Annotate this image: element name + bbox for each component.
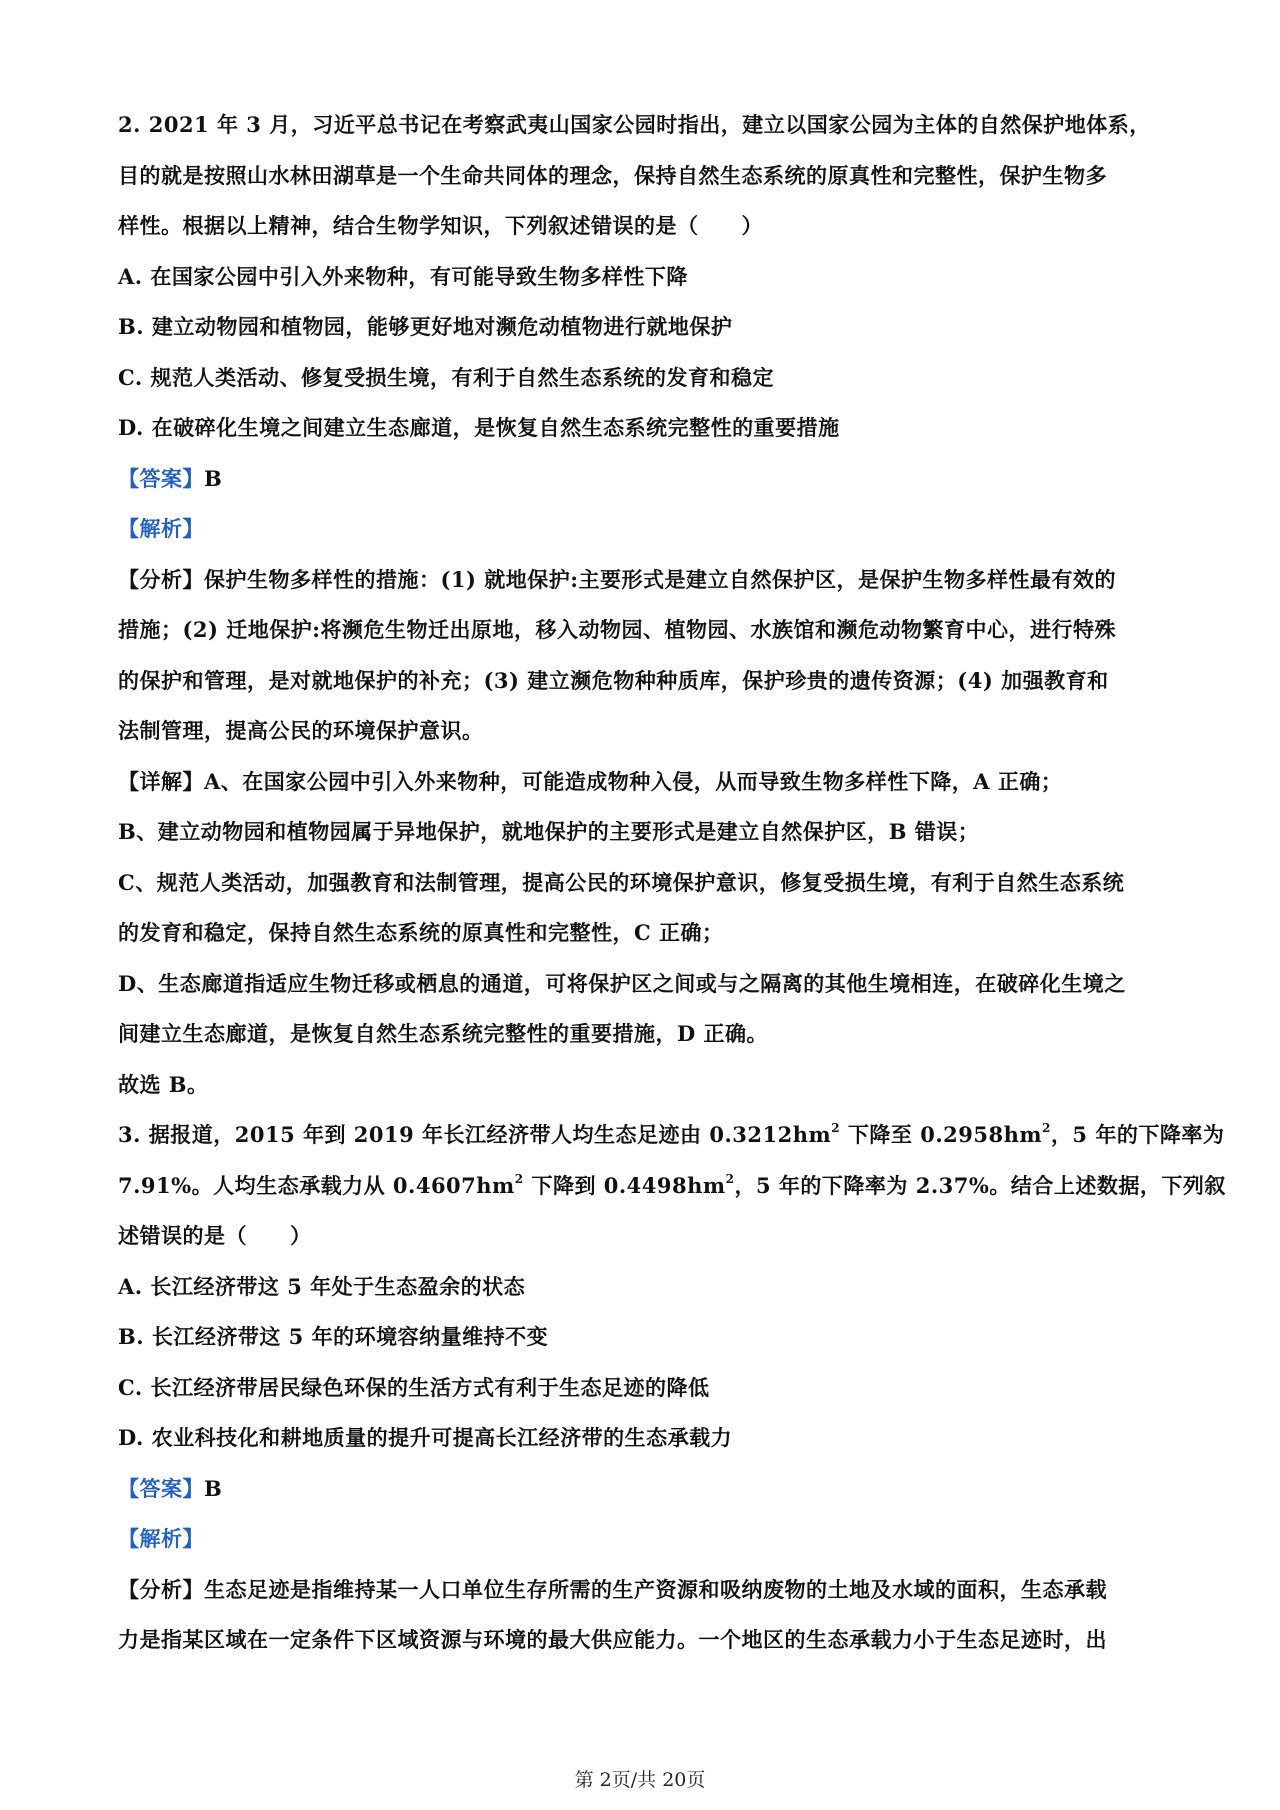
q2-xiangjie-line <box>118 757 1178 808</box>
q2-option-b: B. 建立动物园和植物园，能够更好地对濒危动植物进行就地保护 <box>118 314 733 339</box>
answer-tag: 【答案】 <box>118 465 204 491</box>
q2-stem-line: 目的就是按照山水林田湖草是一个生命共同体的理念，保持自然生态系统的原真性和完整性，保护生物多 <box>118 162 1107 188</box>
page-content <box>118 100 1226 1666</box>
q3-answer <box>118 1464 1178 1515</box>
analysis-tag: 【解析】 <box>118 1526 204 1551</box>
q2-fenxi-line <box>118 555 1178 606</box>
q3-option-b: B. 长江经济带这 5 年的环境容纳量维持不变 <box>118 1324 549 1349</box>
q3-stem-text: ，5 年的下降率为 2.37%。结合上述数据，下列叙 <box>734 1172 1226 1198</box>
q2-fenxi-line: 的保护和管理，是对就地保护的补充；(3) 建立濒危物种种质库，保护珍贵的遗传资源；(4) 加强教育和 <box>118 667 1109 693</box>
q3-fenxi-line <box>118 1565 1178 1616</box>
q3-analysis-heading <box>118 1514 1178 1565</box>
q3-stem-text: 下降到 0.4498hm <box>523 1172 726 1198</box>
q2-xiangjie-line: 间建立生态廊道，是恢复自然生态系统完整性的重要措施，D 正确。 <box>118 1021 769 1046</box>
superscript: 2 <box>1042 1121 1051 1135</box>
q2-stem-line: 样性。根据以上精神，结合生物学知识，下列叙述错误的是（ ） <box>118 213 763 238</box>
q3-stem-line <box>118 1110 1225 1161</box>
page-footer: 第 2页/共 20页 <box>574 1769 706 1791</box>
xiangjie-text: A、在国家公园中引入外来物种，可能造成物种入侵，从而导致生物多样性下降，A 正确； <box>204 768 1063 794</box>
q3-stem-line <box>118 1161 1226 1212</box>
fenxi-tag: 【分析】 <box>118 1576 204 1602</box>
q2-xiangjie-line: 的发育和稳定，保持自然生态系统的原真性和完整性，C 正确； <box>118 920 724 945</box>
q3-stem-text: 7.91%。人均生态承载力从 0.4607hm <box>118 1172 515 1198</box>
superscript: 2 <box>831 1121 841 1135</box>
q2-answer <box>118 454 1178 505</box>
answer-tag: 【答案】 <box>118 1475 204 1501</box>
answer-value: B <box>204 465 223 491</box>
q2-option-c: C. 规范人类活动、修复受损生境，有利于自然生态系统的发育和稳定 <box>118 364 774 390</box>
q2-fenxi-line: 法制管理，提高公民的环境保护意识。 <box>118 718 484 743</box>
fenxi-tag: 【分析】 <box>118 566 204 592</box>
q2-xiangjie-line: D、生态廊道指适应生物迁移或栖息的通道，可将保护区之间或与之隔离的其他生境相连，在破碎化生境之 <box>118 970 1126 996</box>
fenxi-text: 保护生物多样性的措施：(1) 就地保护:主要形式是建立自然保护区，是保护生物多样性最有效的 <box>204 566 1117 592</box>
q3-stem-text: ，5 年的下降率为 <box>1050 1122 1225 1147</box>
q3-stem-text: 3. 据报道，2015 年到 2019 年长江经济带人均生态足迹由 0.3212hm <box>118 1122 832 1147</box>
q3-option-d: D. 农业科技化和耕地质量的提升可提高长江经济带的生态承载力 <box>118 1425 733 1450</box>
q2-option-a: A. 在国家公园中引入外来物种，有可能导致生物多样性下降 <box>118 263 688 289</box>
superscript: 2 <box>514 1171 524 1186</box>
q2-conclusion: 故选 B。 <box>118 1071 209 1097</box>
fenxi-text: 生态足迹是指维持某一人口单位生存所需的生产资源和吸纳废物的土地及水域的面积，生态承载 <box>204 1576 1107 1602</box>
q2-xiangjie-line: C、规范人类活动，加强教育和法制管理，提高公民的环境保护意识，修复受损生境，有利于自然生态系统 <box>118 869 1125 895</box>
q3-option-c: C. 长江经济带居民绿色环保的生活方式有利于生态足迹的降低 <box>118 1374 710 1400</box>
q3-stem-text: 下降至 0.2958hm <box>840 1122 1043 1147</box>
q2-stem-line: 2. 2021 年 3 月，习近平总书记在考察武夷山国家公园时指出，建立以国家公园为主体的自然保护地体系， <box>118 112 1151 137</box>
q2-fenxi-line: 措施；(2) 迁地保护:将濒危生物迁出原地，移入动物园、植物园、水族馆和濒危动物繁育中心，进行特殊 <box>118 617 1117 642</box>
q3-fenxi-line: 力是指某区域在一定条件下区域资源与环境的最大供应能力。一个地区的生态承载力小于生态足迹时，出 <box>118 1627 1107 1652</box>
q2-analysis-heading <box>118 504 1178 555</box>
q2-xiangjie-line: B、建立动物园和植物园属于异地保护，就地保护的主要形式是建立自然保护区，B 错误； <box>118 819 980 844</box>
q2-option-d: D. 在破碎化生境之间建立生态廊道，是恢复自然生态系统完整性的重要措施 <box>118 415 840 440</box>
analysis-tag: 【解析】 <box>118 516 204 541</box>
superscript: 2 <box>725 1171 735 1186</box>
answer-value: B <box>204 1475 223 1501</box>
xiangjie-tag: 【详解】 <box>118 768 204 794</box>
q3-stem-line: 述错误的是（ ） <box>118 1223 312 1248</box>
q3-option-a: A. 长江经济带这 5 年处于生态盈余的状态 <box>118 1273 526 1299</box>
